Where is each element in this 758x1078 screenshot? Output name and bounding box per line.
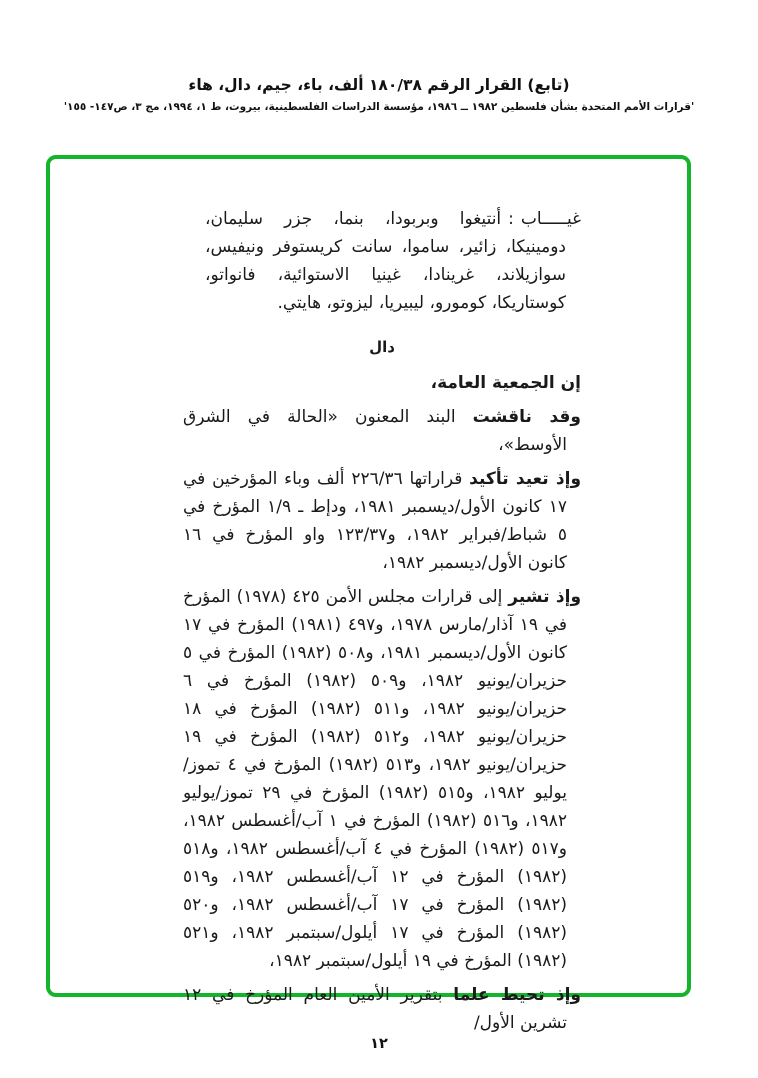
resolution-body — [183, 205, 581, 1043]
paragraph-lead: وقد ناقشت — [472, 407, 581, 427]
paragraph — [183, 583, 581, 975]
green-frame — [46, 155, 691, 1033]
paragraph — [183, 403, 581, 459]
resolution-title: (تابع) القرار الرقم ١٨٠/٣٨ ألف، باء، جيم، دال، هاء — [188, 76, 570, 94]
paragraph-lead: وإذ تحيط علما — [453, 985, 581, 1005]
paragraph-rest: قراراتها ٢٢٦/٣٦ ألف وباء المؤرخين في ١٧ كانون الأول/ديسمبر ١٩٨١، ودإط ـ ١/٩ المؤرخ في ٥ شباط/فبراير ١٩٨٢، و١٢٣/٣٧ واو المؤرخ في ١٦ كانون الأول/ديسمبر ١٩٨٢، — [183, 469, 568, 573]
paragraph-rest: إلى قرارات مجلس الأمن ٤٢٥ (١٩٧٨) المؤرخ في ١٩ آذار/مارس ١٩٧٨، و٤٩٧ (١٩٨١) المؤرخ في ١٧ كانون الأول/ديسمبر ١٩٨١، و٥٠٨ (١٩٨٢) المؤرخ في ٥ حزيران/يونيو ١٩٨٢، و٥٠٩ (١٩٨٢) المؤرخ في ٦ حزيران/يونيو ١٩٨٢، و٥١١ (١٩٨٢) المؤرخ في ١٨ حزيران/يونيو ١٩٨٢، و٥١٢ (١٩٨٢) المؤرخ في ١٩ حزيران/يونيو ١٩٨٢، و٥١٣ (١٩٨٢) المؤرخ في ٤ تموز/يوليو ١٩٨٢، و٥١٥ (١٩٨٢) المؤرخ في ٢٩ تموز/يوليو ١٩٨٢، و٥١٦ (١٩٨٢) المؤرخ في ١ آب/أغسطس ١٩٨٢، و٥١٧ (١٩٨٢) المؤرخ في ٤ آب/أغسطس ١٩٨٢، و٥١٨ (١٩٨٢) المؤرخ في ١٢ آب/أغسطس ١٩٨٢، و٥١٩ (١٩٨٢) المؤرخ في ١٧ آب/أغسطس ١٩٨٢، و٥٢٠ (١٩٨٢) المؤرخ في ١٧ أيلول/سبتمبر ١٩٨٢، و٥٢١ (١٩٨٢) المؤرخ في ١٩ أيلول/سبتمبر ١٩٨٢، — [183, 587, 568, 971]
paragraph-lead: وإذ تعيد تأكيد — [469, 469, 582, 489]
paragraph-lead: إن الجمعية العامة، — [430, 373, 581, 393]
paragraph-rest: البند المعنون «الحالة في الشرق الأوسط»، — [183, 407, 567, 455]
absence-countries: أنتيغوا وبربودا، بنما، جزر سليمان، دومينيكا، زائير، ساموا، سانت كريستوفر ونيفيس، سوازيلاند، غرينادا، غينيا الاستوائية، فانواتو، كوستاريكا، كومورو، ليبيريا، ليزوتو، هايتي. — [205, 209, 566, 313]
paragraph — [183, 981, 581, 1037]
paragraphs — [183, 369, 581, 1037]
paragraph-lead: وإذ تشير — [508, 587, 582, 607]
absence-separator: : — [508, 209, 514, 229]
paragraph-rest: بتقرير الأمين العام المؤرخ في ١٢ تشرين الأول/ — [183, 985, 567, 1033]
absence-label: غيـــــاب — [520, 209, 581, 229]
paragraph — [183, 369, 581, 397]
section-heading-dal: دال — [369, 338, 395, 356]
source-citation: 'قرارات الأمم المتحدة بشأن فلسطين ١٩٨٢ ــ ١٩٨٦، مؤسسة الدراسات الفلسطينية، بيروت، ط ١، ١٩٩٤، مج ٣، ص١٤٧- ١٥٥' — [63, 101, 695, 113]
paragraph — [183, 465, 581, 577]
page-number: ١٢ — [370, 1036, 388, 1052]
page-header — [0, 0, 758, 113]
absence-list — [205, 205, 581, 317]
